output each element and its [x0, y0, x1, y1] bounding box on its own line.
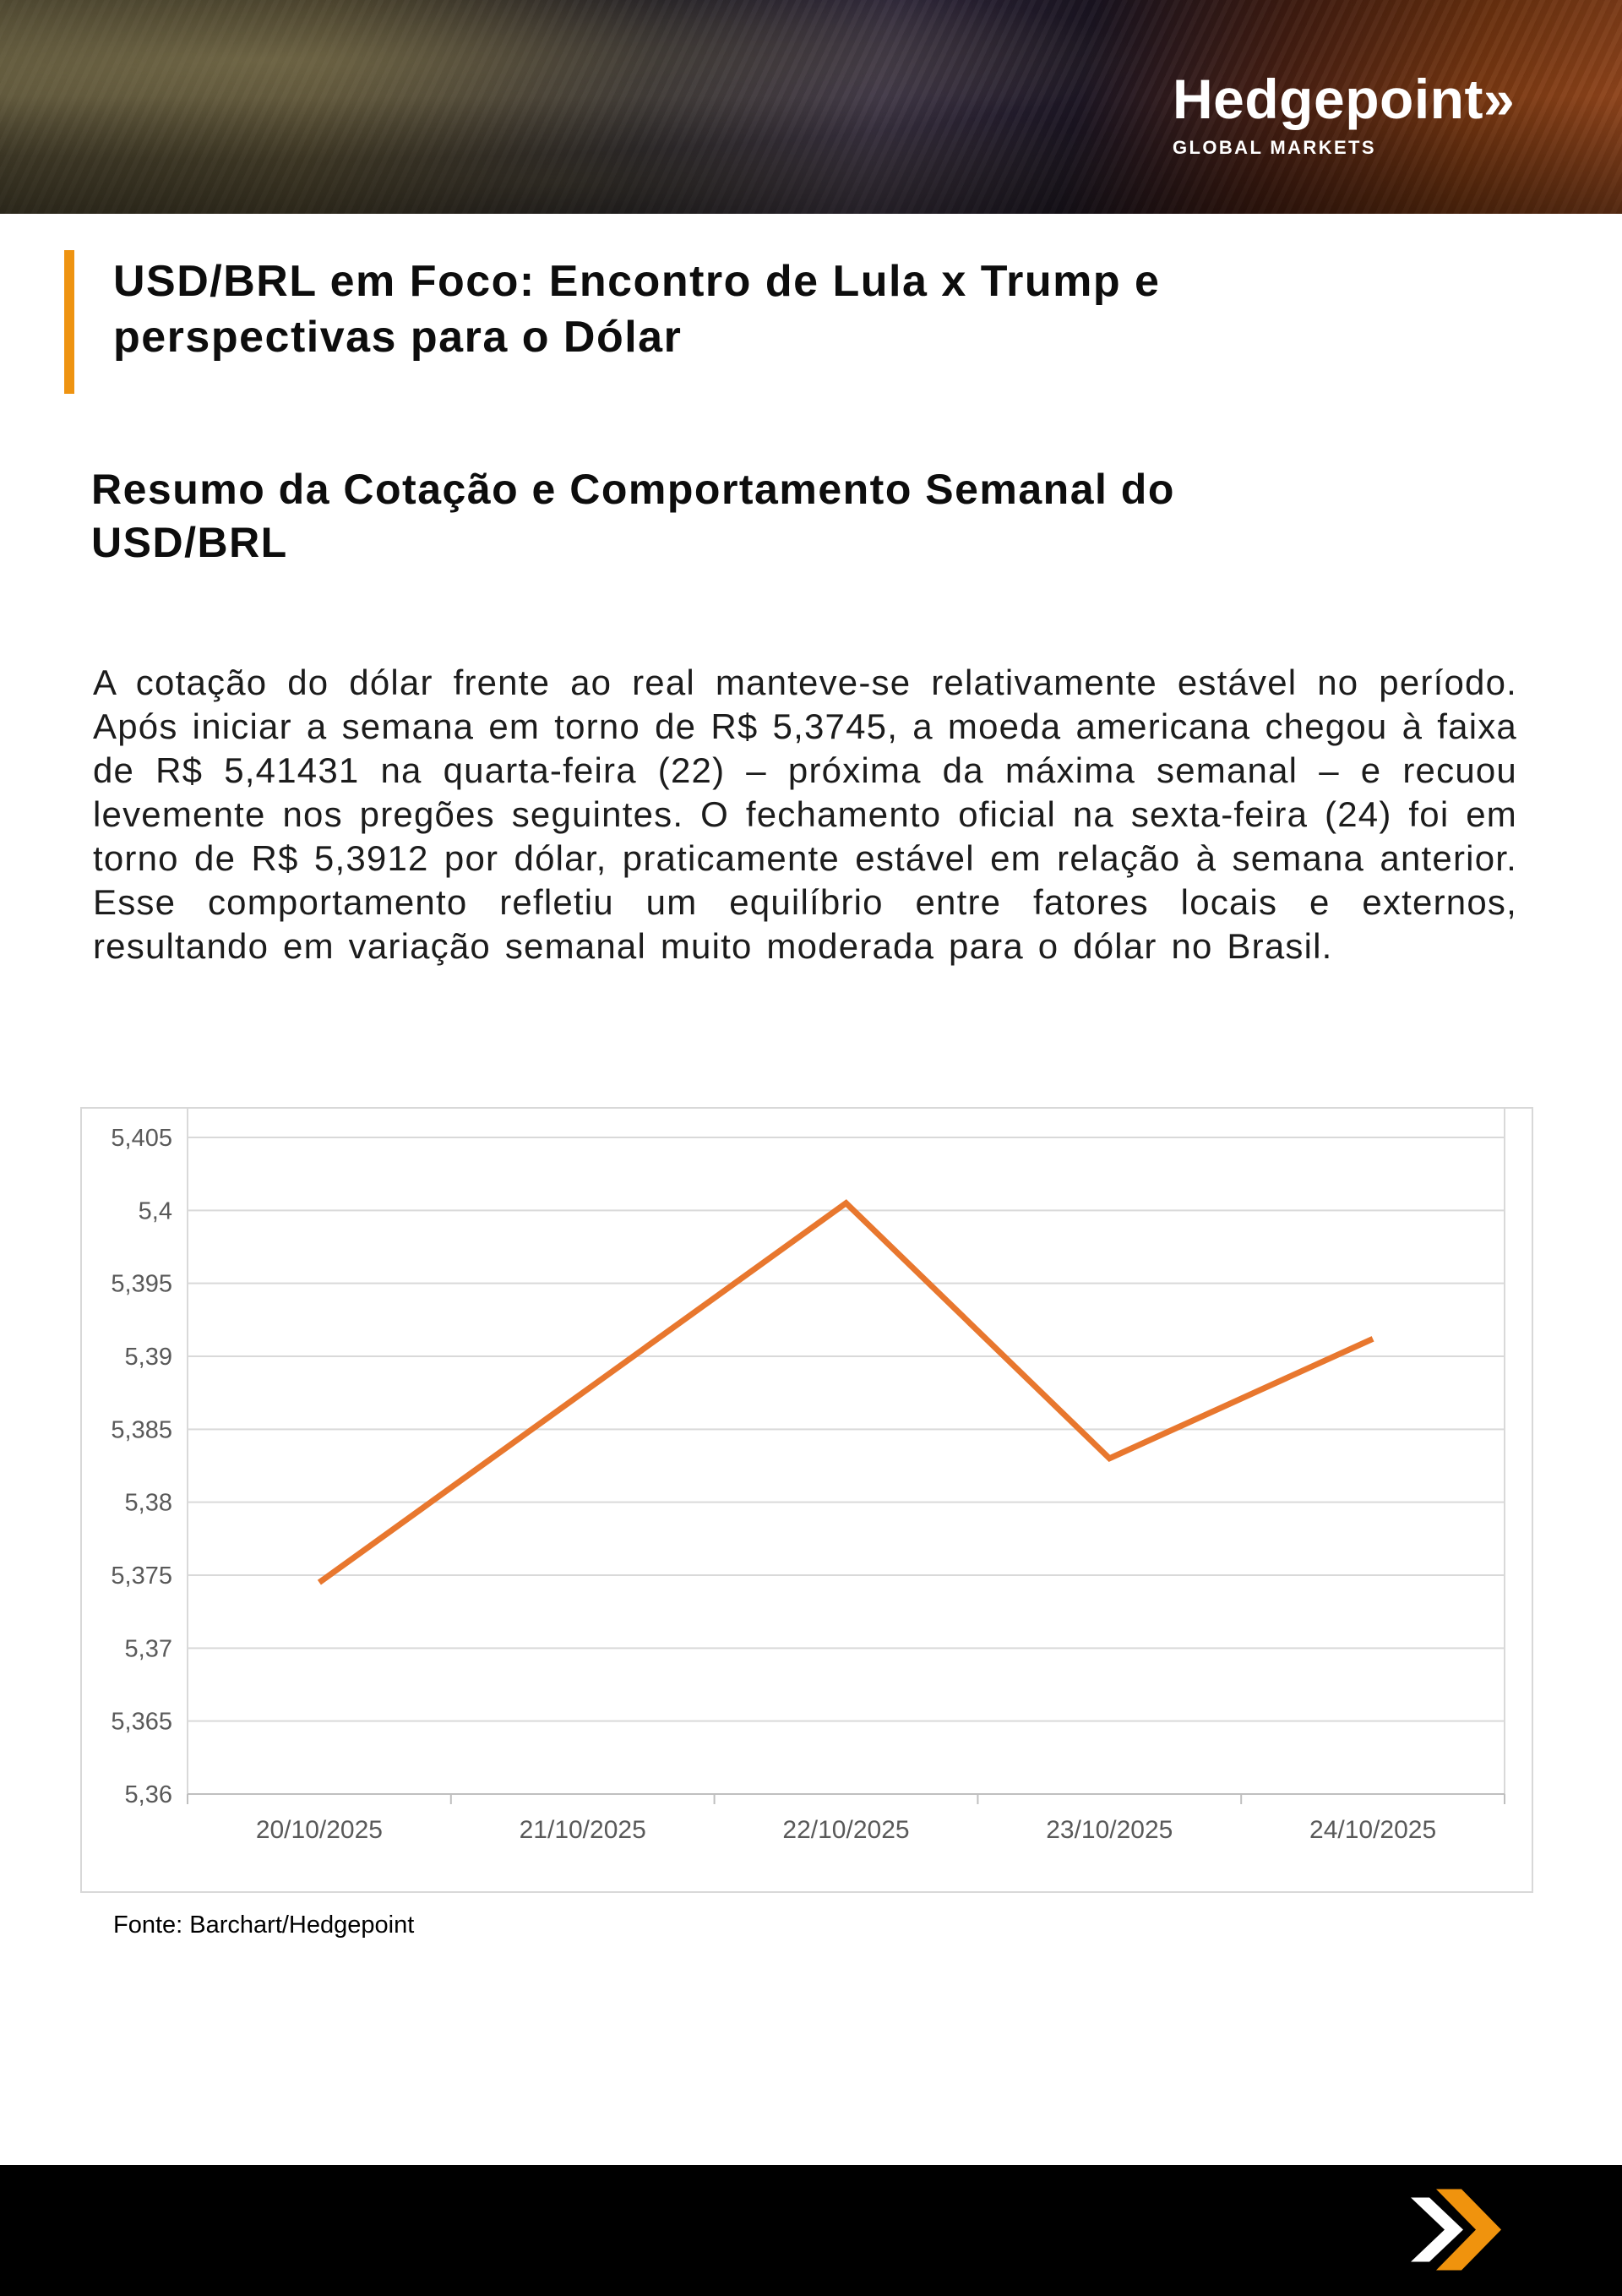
double-chevron-icon	[1411, 2177, 1504, 2282]
svg-text:5,4: 5,4	[138, 1197, 172, 1225]
title-accent-bar	[64, 250, 74, 394]
hedgepoint-wordmark: Hedgepoint»	[1173, 68, 1516, 130]
svg-text:5,385: 5,385	[111, 1416, 172, 1444]
svg-text:20/10/2025: 20/10/2025	[255, 1816, 383, 1844]
svg-text:5,365: 5,365	[111, 1708, 172, 1736]
svg-text:22/10/2025: 22/10/2025	[782, 1816, 910, 1844]
svg-text:5,375: 5,375	[111, 1562, 172, 1590]
svg-text:24/10/2025: 24/10/2025	[1309, 1816, 1437, 1844]
svg-text:5,37: 5,37	[124, 1635, 172, 1663]
hedgepoint-logo	[1173, 68, 1516, 158]
page-title: USD/BRL em Foco: Encontro de Lula x Trump e perspectivas para o Dólar	[113, 257, 1161, 362]
svg-text:5,405: 5,405	[111, 1125, 172, 1152]
svg-text:5,39: 5,39	[124, 1344, 172, 1371]
usdbrl-chart-card	[80, 1107, 1533, 1893]
svg-text:23/10/2025: 23/10/2025	[1046, 1816, 1173, 1844]
svg-text:5,38: 5,38	[124, 1489, 172, 1517]
source-note: Fonte: Barchart/Hedgepoint	[113, 1912, 415, 1939]
svg-text:5,395: 5,395	[111, 1270, 172, 1298]
hedgepoint-tagline: GLOBAL MARKETS	[1173, 137, 1376, 158]
section-heading: Resumo da Cotação e Comportamento Semanal do USD/BRL	[91, 466, 1175, 566]
usdbrl-line-chart	[82, 1109, 1532, 1891]
svg-text:21/10/2025: 21/10/2025	[519, 1816, 646, 1844]
footer-bar	[0, 2165, 1622, 2296]
header-banner	[0, 0, 1622, 214]
svg-text:5,36: 5,36	[124, 1781, 172, 1808]
body-paragraph: A cotação do dólar frente ao real manteve-se relativamente estável no período. Após iniciar a semana em torno de R$ 5,3745, a moeda americana chegou à faixa de R$ 5,41431 na quarta-feira (22) – próxima da máxima semanal – e recuou levemente nos pregões seguintes. O fechamento oficial na sexta-feira (24) foi em torno de R$ 5,3912 por dólar, praticamente estável em relação à semana anterior. Esse comportamento refletiu um equilíbrio entre fatores locais e externos, resultando em variação semanal muito moderada para o dólar no Brasil.	[93, 663, 1517, 966]
